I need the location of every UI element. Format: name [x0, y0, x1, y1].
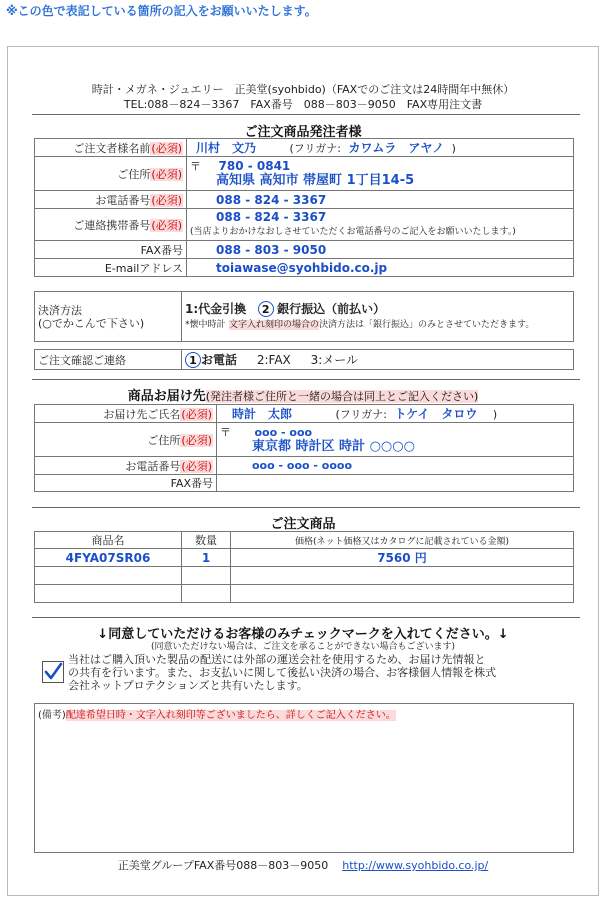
orderer-name-field[interactable] [187, 139, 574, 157]
delivery-name-field[interactable] [217, 405, 574, 423]
product-name-cell[interactable] [35, 585, 182, 603]
payment-option-cod[interactable]: 1:代金引換 [185, 302, 247, 316]
footer [8, 857, 598, 873]
product-price-cell[interactable] [231, 585, 574, 603]
delivery-furigana-close: ) [492, 408, 498, 421]
products-section-title: ご注文商品 [270, 517, 336, 532]
products-table [34, 531, 574, 603]
payment-option-bank[interactable]: 銀行振込（前払い） [277, 302, 386, 316]
orderer-email-label: E-mailアドレス [35, 259, 187, 277]
delivery-section-title: 商品お届け先(発注者様ご住所と一緒の場合は同上とご記入ください) [127, 389, 479, 404]
orderer-fax-field[interactable] [187, 241, 574, 259]
delivery-table [34, 404, 574, 492]
instruction-note: ※この色で表記している箇所の記入をお願いいたします。 [6, 4, 317, 18]
confirm-table [34, 349, 574, 370]
orderer-contact-value: 088 - 824 - 3367 [216, 209, 327, 224]
delivery-phone-label: お電話番号(必須) [35, 457, 217, 475]
orderer-name-label: ご注文者様名前(必須) [35, 139, 187, 157]
fax-order-sheet [7, 46, 599, 896]
orderer-address-label: ご住所(必須) [35, 157, 187, 191]
orderer-email-field[interactable] [187, 259, 574, 277]
confirm-option-mail[interactable]: 3:メール [310, 353, 359, 367]
delivery-phone-field[interactable] [217, 457, 574, 475]
orderer-fax-label: FAX番号 [35, 241, 187, 259]
products-col-price: 価格(ネット価格又はカタログに記載されている金額) [231, 532, 574, 549]
orderer-furigana-label: (フリガナ: [289, 142, 341, 155]
memo-hint: 配達希望日時・文字入れ刻印等ございましたら、詳しくご記入ください。 [65, 710, 396, 721]
delivery-furigana-value: トケイ タロウ [394, 407, 478, 421]
payment-options[interactable] [182, 292, 574, 342]
payment-table [34, 291, 574, 342]
confirm-option-phone[interactable]: お電話 [201, 353, 238, 367]
orderer-address-value: 高知県 高知市 帯屋町 1丁目14-5 [216, 173, 415, 188]
orderer-furigana-value: カワムラ アヤノ [348, 141, 445, 155]
orderer-section-title: ご注文商品発注者様 [244, 125, 362, 140]
agreement-text [68, 653, 568, 692]
footer-fax-text: 正美堂グループFAX番号088－803－9050 [117, 859, 329, 872]
divider [32, 617, 580, 618]
confirm-label: ご注文確認ご連絡 [35, 350, 182, 370]
table-row [35, 567, 574, 585]
product-qty-cell[interactable] [182, 585, 231, 603]
footer-website-link[interactable]: http://www.syohbido.co.jp/ [342, 859, 489, 872]
product-name-cell[interactable] [35, 567, 182, 585]
products-col-qty: 数量 [182, 532, 231, 549]
orderer-name-value: 川村 文乃 [196, 141, 257, 155]
delivery-address-field[interactable] [217, 423, 574, 457]
agreement-checkbox[interactable] [42, 661, 64, 683]
delivery-fax-label: FAX番号 [35, 475, 217, 492]
agreement-title: ↓同意していただけるお客様のみチェックマークを入れてください。↓ [97, 627, 509, 642]
delivery-address-value: 東京都 時計区 時計 ○○○○ [252, 438, 415, 454]
confirm-option-phone-circle[interactable]: 1 [185, 352, 201, 368]
orderer-furigana-close: ) [451, 142, 456, 155]
payment-label: 決済方法 (○でかこんで下さい) [35, 292, 182, 342]
agreement-subtitle: (同意いただけない場合は、ご注文を承ることができない場合もございます) [150, 642, 456, 652]
payment-note-rest: 決済方法は「銀行振込」のみとさせていただきます。 [319, 320, 535, 330]
products-col-name: 商品名 [35, 532, 182, 549]
payment-note-engraving: 文字入れ刻印の場合の [229, 320, 320, 330]
orderer-table [34, 138, 574, 277]
divider [32, 379, 580, 380]
postal-mark: 〒 [220, 425, 231, 439]
divider [32, 114, 580, 115]
memo-label: (備考)配達希望日時・文字入れ刻印等ございましたら、詳しくご記入ください。 [38, 710, 396, 721]
product-qty-cell[interactable]: 1 [182, 549, 231, 567]
confirm-options[interactable] [182, 350, 574, 370]
delivery-title-note: (発注者様ご住所と一緒の場合は同上とご記入ください) [205, 390, 479, 403]
product-price-cell[interactable] [231, 567, 574, 585]
orderer-contact-field[interactable] [187, 209, 574, 241]
product-qty-cell[interactable] [182, 567, 231, 585]
table-row [35, 585, 574, 603]
orderer-phone-value: 088 - 824 - 3367 [216, 192, 327, 207]
delivery-name-label: お届け先ご氏名(必須) [35, 405, 217, 423]
shop-header-line2: TEL:088－824－3367 FAX番号 088－803－9050 FAX専用注文書 [123, 98, 483, 111]
agreement-line-3: 会社ネットプロテクションズと共有いたします。 [68, 679, 308, 692]
table-row [35, 549, 574, 567]
orderer-email-value: toiawase@syohbido.co.jp [216, 260, 388, 275]
payment-option-bank-circle[interactable]: 2 [258, 301, 274, 317]
orderer-fax-value: 088 - 803 - 9050 [216, 242, 327, 257]
shop-header-line1: 時計・メガネ・ジュエリー 正美堂(syohbido)（FAXでのご注文は24時間年中無休） [91, 83, 515, 96]
agreement-line-2: の共有を行います。また、お支払いに関して後払い決済の場合、お客様個人情報を株式 [68, 666, 497, 679]
orderer-contact-label: ご連絡携帯番号(必須) [35, 209, 187, 241]
orderer-phone-label: お電話番号(必須) [35, 191, 187, 209]
delivery-fax-field[interactable] [217, 475, 574, 492]
agreement-line-1: 当社はご購入頂いた製品の配送には外部の運送会社を使用するため、お届け先情報と [68, 653, 486, 666]
delivery-phone-value: ooo - ooo - oooo [252, 459, 353, 472]
orderer-contact-note: (当店よりおかけなおしさせていただくお電話番号のご記入をお願いいたします。) [190, 226, 516, 237]
orderer-postal-value: 780 - 0841 [218, 159, 291, 173]
payment-note-prefix: *懐中時計 [185, 320, 226, 330]
checkmark-icon [43, 662, 63, 682]
memo-box[interactable] [34, 703, 574, 853]
delivery-furigana-label: (フリガナ: [335, 408, 387, 421]
product-price-cell[interactable]: 7560 円 [231, 549, 574, 567]
orderer-address-field[interactable] [187, 157, 574, 191]
confirm-option-fax[interactable]: 2:FAX [256, 353, 291, 367]
orderer-phone-field[interactable] [187, 191, 574, 209]
postal-mark: 〒 [190, 160, 201, 173]
delivery-address-label: ご住所(必須) [35, 423, 217, 457]
divider [32, 507, 580, 508]
product-name-cell[interactable]: 4FYA07SR06 [35, 549, 182, 567]
delivery-name-value: 時計 太郎 [232, 407, 293, 421]
delivery-postal-value: ooo - ooo [254, 425, 313, 439]
